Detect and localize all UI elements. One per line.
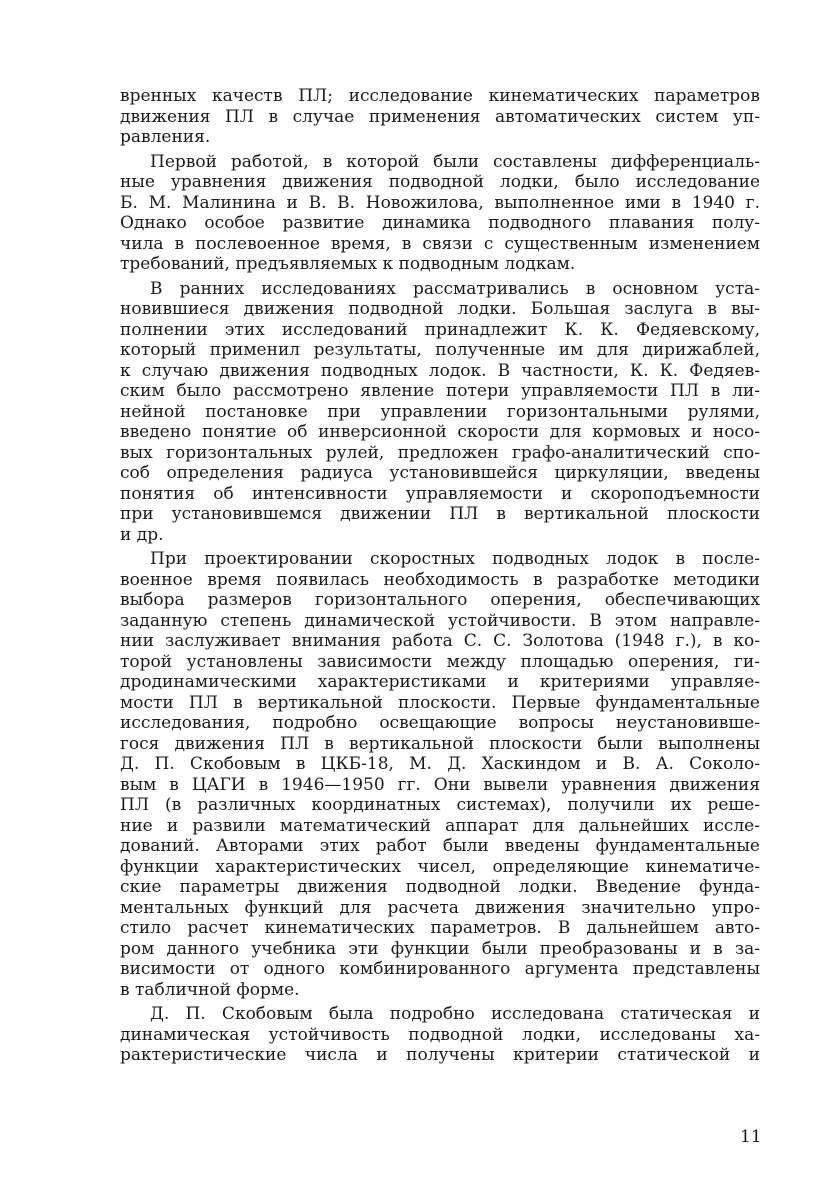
text-line: в табличной форме. — [120, 979, 300, 1000]
text-line: к случаю движения подводных лодок. В частности, К. К. Федяев- — [120, 360, 760, 381]
text-line: и др. — [120, 524, 164, 545]
text-line: чила в послевоенное время, в связи с существенным изменением — [120, 233, 760, 254]
paragraph-1 — [120, 86, 760, 148]
text-line: торой установлены зависимости между площадью оперения, ги- — [120, 651, 760, 672]
text-line: новившиеся движения подводной лодки. Большая заслуга в вы- — [120, 299, 760, 319]
text-line: ние и развили математический аппарат для дальнейших иссле- — [120, 815, 760, 836]
text-line: ским было рассмотрено явление потери управляемости ПЛ в ли- — [120, 381, 760, 401]
text-line: полнении этих исследований принадлежит К. К. Федяевскому, — [120, 319, 760, 340]
text-line: мости ПЛ в вертикальной плоскости. Первые фундаментальные — [120, 692, 760, 713]
text-line: вых горизонтальных рулей, предложен графо-аналитический спо- — [120, 442, 760, 463]
text-line: нии заслуживает внимания работа С. С. Золотова (1948 г.), в ко- — [120, 631, 760, 651]
text-line: ские параметры движения подводной лодки. Введение фунда- — [120, 877, 760, 897]
text-line: выбора размеров горизонтального оперения, обеспечивающих — [120, 590, 760, 610]
text-line: нейной постановке при управлении горизонтальными рулями, — [120, 401, 760, 422]
text-line: исследования, подробно освещающие вопросы неустановивше- — [120, 713, 760, 733]
body-text — [120, 86, 760, 1070]
text-line: рактеристические числа и получены критерии статической и — [120, 1045, 760, 1065]
text-line: требований, предъявляемых к подводным лодкам. — [120, 254, 576, 274]
text-line: дродинамическими характеристиками и критериями управляе- — [120, 672, 760, 692]
paragraph-2 — [120, 152, 760, 275]
paragraph-3 — [120, 279, 760, 546]
text-line: Д. П. Скобовым в ЦКБ-18, М. Д. Хаскиндом и В. А. Соколо- — [120, 754, 760, 774]
text-line: заданную степень динамической устойчивости. В этом направле- — [120, 610, 760, 631]
text-line: ром данного учебника эти функции были преобразованы и в за- — [120, 938, 760, 959]
text-line: равления. — [120, 127, 211, 147]
text-line: функции характеристических чисел, определяющие кинематиче- — [120, 856, 760, 877]
text-line: В ранних исследованиях рассматривались в основном уста- — [150, 278, 760, 299]
text-line: При проектировании скоростных подводных лодок в после- — [150, 549, 760, 569]
text-line: при установившемся движении ПЛ в вертикальной плоскости — [120, 504, 760, 524]
text-line: Однако особое развитие динамика подводного плавания полу- — [120, 213, 760, 233]
text-line: Б. М. Малинина и В. В. Новожилова, выполненное ими в 1940 г. — [120, 192, 760, 213]
text-line: Первой работой, в которой были составлены дифференциаль- — [150, 151, 760, 172]
text-line: военное время появилась необходимость в разработке методики — [120, 569, 760, 590]
text-line: гося движения ПЛ в вертикальной плоскости были выполнены — [120, 733, 760, 754]
text-line: ПЛ (в различных координатных системах), получили их реше- — [120, 795, 760, 815]
paragraph-5 — [120, 1004, 760, 1066]
text-line: соб определения радиуса установившейся циркуляции, введены — [120, 463, 760, 483]
text-line: введено понятие об инверсионной скорости для кормовых и носо- — [120, 422, 760, 442]
page-number: 11 — [740, 1127, 762, 1147]
text-line: динамическая устойчивость подводной лодки, исследованы ха- — [120, 1024, 760, 1045]
text-line: стило расчет кинематических параметров. В дальнейшем авто- — [120, 918, 760, 938]
text-line: Д. П. Скобовым была подробно исследована статическая и — [150, 1004, 760, 1024]
text-line: вренных качеств ПЛ; исследование кинематических параметров — [120, 86, 760, 106]
text-line: понятия об интенсивности управляемости и скороподъемности — [120, 483, 760, 504]
text-line: висимости от одного комбинированного аргумента представлены — [120, 959, 760, 979]
paragraph-4 — [120, 549, 760, 1000]
text-line: движения ПЛ в случае применения автоматических систем уп- — [120, 106, 760, 127]
text-line: вым в ЦАГИ в 1946—1950 гг. Они вывели уравнения движения — [120, 774, 760, 795]
text-line: ные уравнения движения подводной лодки, было исследование — [120, 172, 760, 192]
text-line: дований. Авторами этих работ были введены фундаментальные — [120, 836, 760, 856]
text-line: который применил результаты, полученные им для дирижаблей, — [120, 340, 760, 360]
text-line: ментальных функций для расчета движения значительно упро- — [120, 897, 760, 918]
